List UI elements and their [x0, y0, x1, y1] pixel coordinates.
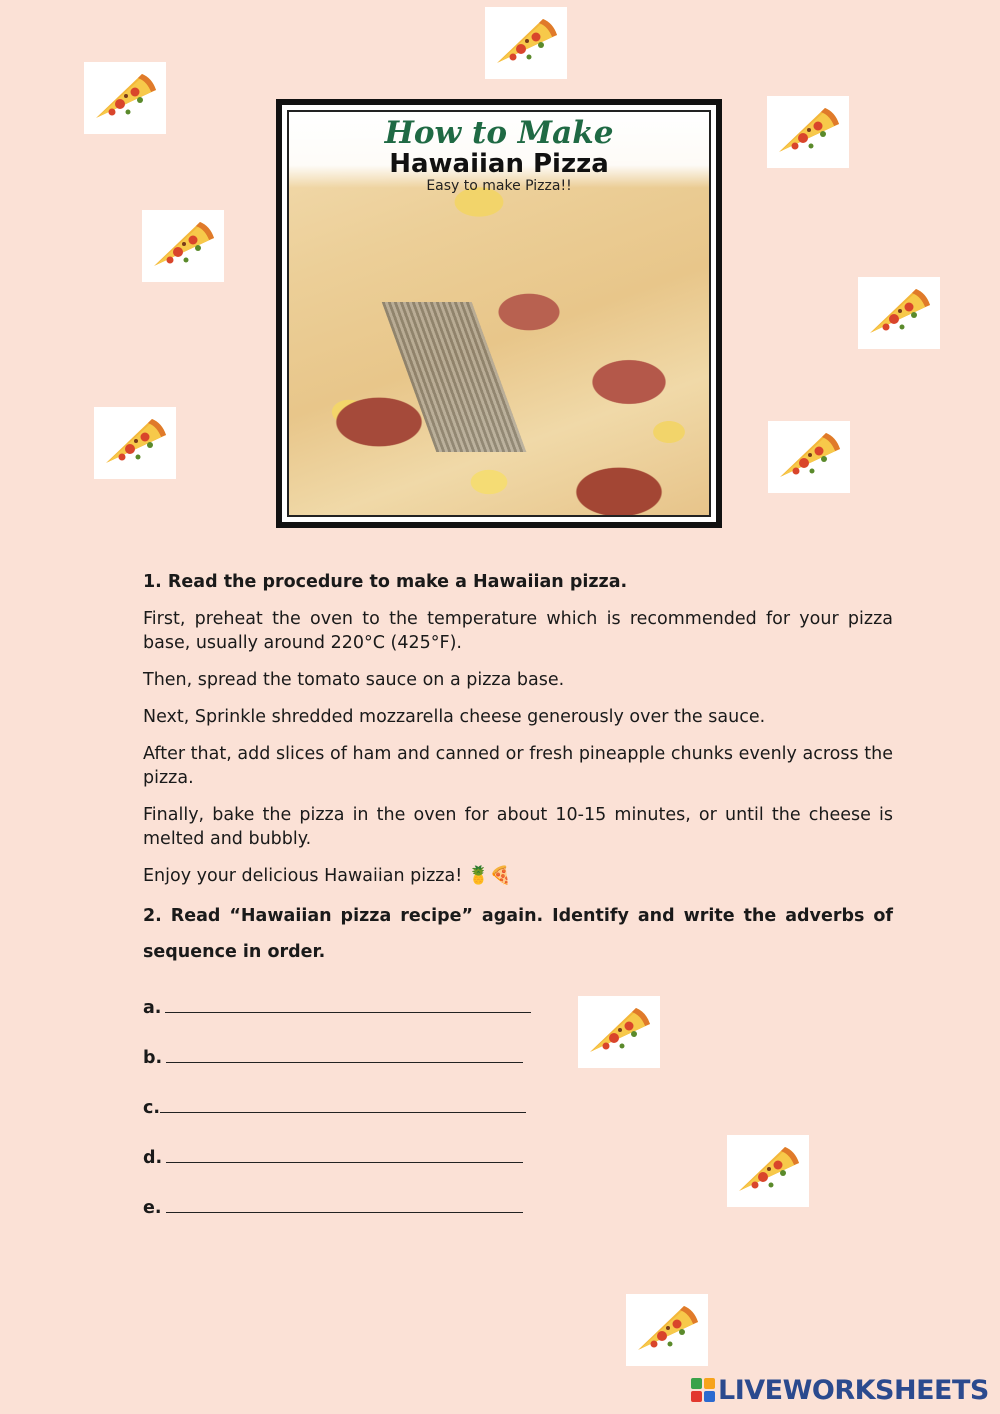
step-after-that: After that, add slices of ham and canned or fresh pineapple chunks evenly across the pizza.: [143, 744, 893, 788]
step-enjoy: Enjoy your delicious Hawaiian pizza! 🍍🍕: [143, 866, 512, 886]
answer-label: b.: [143, 1048, 163, 1068]
poster-title-script: How to Make: [384, 115, 614, 151]
answer-b-field[interactable]: [166, 1048, 523, 1063]
pizza-slice-icon: [858, 277, 940, 349]
poster-title-main: Hawaiian Pizza: [389, 149, 609, 179]
poster-subtitle: Easy to make Pizza!!: [426, 178, 572, 194]
answer-d-field[interactable]: [166, 1148, 523, 1163]
answer-label: d.: [143, 1148, 163, 1168]
step-finally: Finally, bake the pizza in the oven for about 10-15 minutes, or until the cheese is melted and bubbly.: [143, 805, 893, 849]
answer-e-field[interactable]: [166, 1198, 523, 1213]
answer-e: [143, 1198, 523, 1218]
answer-label: c.: [143, 1098, 161, 1118]
step-next: Next, Sprinkle shredded mozzarella cheese generously over the sauce.: [143, 707, 766, 727]
logo-text: LIVEWORKSHEETS: [718, 1374, 989, 1406]
answer-d: [143, 1148, 523, 1168]
question-1-heading: 1. Read the procedure to make a Hawaiian pizza.: [143, 572, 628, 592]
answer-b: [143, 1048, 523, 1068]
pizza-slice-icon: [578, 996, 660, 1068]
answer-a-field[interactable]: [165, 998, 531, 1013]
liveworksheets-mark-icon: [691, 1378, 715, 1402]
answer-label: e.: [143, 1198, 162, 1218]
question-2-heading: 2. Read “Hawaiian pizza recipe” again. Identify and write the adverbs of sequence in order.: [143, 906, 893, 962]
pizza-server: [382, 302, 527, 452]
pizza-slice-icon: [626, 1294, 708, 1366]
pizza-slice-icon: [768, 421, 850, 493]
pizza-photo: [287, 110, 711, 517]
answer-label: a.: [143, 998, 162, 1018]
recipe-poster: [276, 99, 722, 528]
pizza-slice-icon: [142, 210, 224, 282]
step-then: Then, spread the tomato sauce on a pizza base.: [143, 670, 565, 690]
worksheet-content: [143, 570, 893, 970]
pizza-slice-icon: [84, 62, 166, 134]
step-first: First, preheat the oven to the temperature which is recommended for your pizza base, usually around 220°C (425°F).: [143, 609, 893, 653]
answer-a: [143, 998, 531, 1018]
answer-c-field[interactable]: [160, 1098, 526, 1113]
pizza-slice-icon: [727, 1135, 809, 1207]
pizza-slice-icon: [767, 96, 849, 168]
pizza-slice-icon: [94, 407, 176, 479]
pizza-slice-icon: [485, 7, 567, 79]
liveworksheets-logo: [691, 1374, 989, 1406]
answer-c: [143, 1098, 526, 1118]
poster-title-bar: [289, 112, 709, 194]
